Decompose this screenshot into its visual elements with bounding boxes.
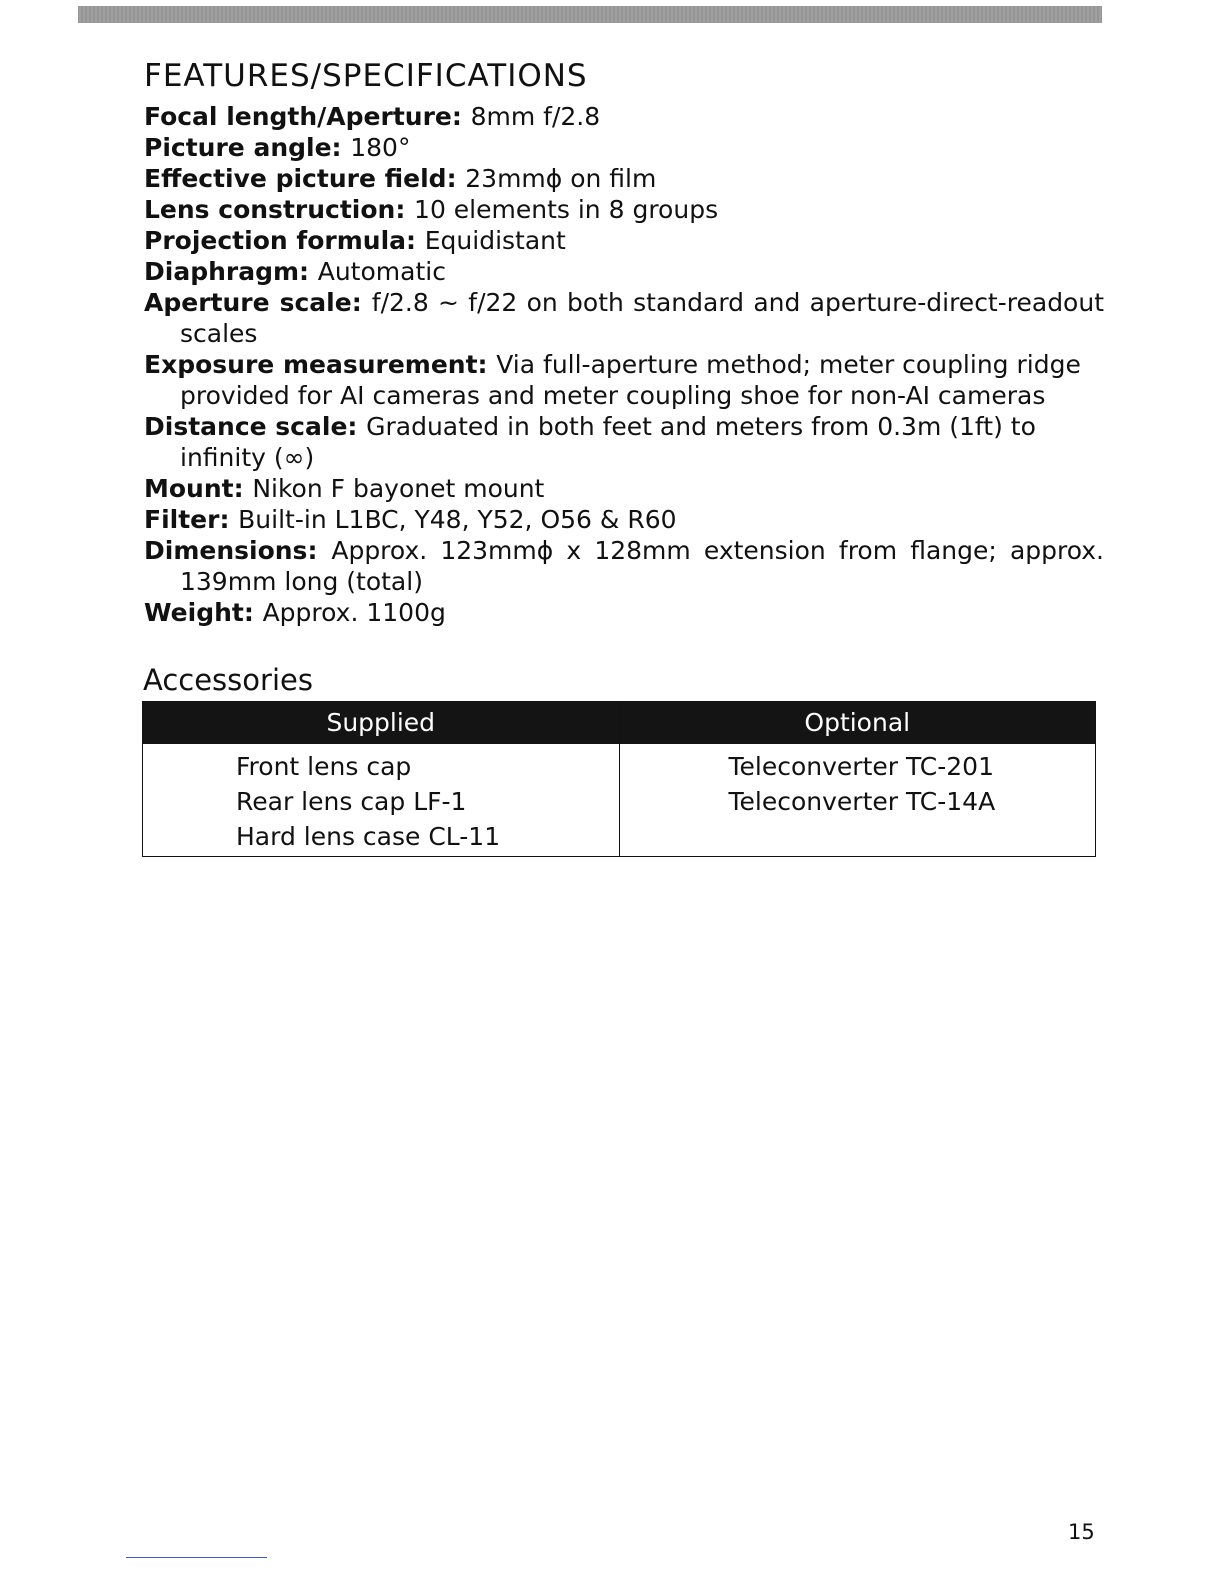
spec-label: Filter [144,505,220,534]
spec-distance-scale: Distance scale: Graduated in both feet and meters from 0.3m (1ft) to infinity (∞) [144,412,1036,472]
spec-value: Approx. 1100g [262,598,446,627]
list-item: Hard lens case CL-11 [236,822,501,851]
spec-label: Exposure measurement [144,350,478,379]
spec-mount: Mount: Nikon F bayonet mount [144,474,545,503]
spec-label: Diaphragm [144,257,300,286]
spec-label: Picture angle [144,133,332,162]
list-item: Teleconverter TC-14A [728,787,996,816]
spec-label: Distance scale [144,412,348,441]
spec-value: 8mm f/2.8 [470,102,601,131]
spec-list [144,101,1104,628]
spec-label: Aperture scale [144,288,352,317]
accessories-heading: Accessories [143,663,313,697]
spec-value: Approx. 123mmϕ x 128mm extension from flange; approx. 139mm long (total) [180,536,1105,596]
spec-exposure-measurement: Exposure measurement: Via full-aperture method; meter coupling ridge provided for AI cameras and meter coupling shoe for non-AI cameras [144,350,1081,410]
spec-value: Graduated in both feet and meters from 0.3m (1ft) to infinity (∞) [180,412,1036,472]
spec-lens-construction: Lens construction: 10 elements in 8 groups [144,195,719,224]
spec-label: Weight [144,598,244,627]
optional-header: Optional [620,702,1096,744]
spec-value: 23mmϕ on film [465,164,657,193]
spec-value: Equidistant [424,226,566,255]
spec-aperture-scale: Aperture scale: f/2.8 ~ f/22 on both standard and aperture-direct-readout scales [144,288,1104,348]
supplied-list [143,744,619,854]
spec-label: Focal length/Aperture [144,102,452,131]
spec-value: 10 elements in 8 groups [414,195,719,224]
spec-value: Nikon F bayonet mount [252,474,545,503]
spec-value: Via full-aperture method; meter coupling ridge provided for AI cameras and meter coupling shoe for non-AI cameras [180,350,1081,410]
spec-focal-length: Focal length/Aperture: 8mm f/2.8 [144,102,601,131]
optional-column [619,702,1096,856]
page-number: 15 [1068,1520,1095,1544]
spec-projection-formula: Projection formula: Equidistant [144,226,566,255]
spec-label: Projection formula [144,226,407,255]
spec-value: Built-in L1BC, Y48, Y52, O56 & R60 [238,505,677,534]
accessories-table [142,701,1096,857]
supplied-column [143,702,619,856]
spec-label: Mount [144,474,234,503]
top-decorative-bar [78,6,1102,23]
list-item: Teleconverter TC-201 [728,752,994,781]
spec-weight: Weight: Approx. 1100g [144,598,446,627]
spec-picture-field: Effective picture field: 23mmϕ on film [144,164,657,193]
spec-filter: Filter: Built-in L1BC, Y48, Y52, O56 & R60 [144,505,677,534]
list-item: Front lens cap [236,752,412,781]
supplied-header: Supplied [143,702,619,744]
spec-label: Effective picture field [144,164,447,193]
optional-list [620,744,1096,819]
spec-value: 180° [350,133,411,162]
spec-picture-angle: Picture angle: 180° [144,133,411,162]
spec-label: Lens construction [144,195,396,224]
spec-value: Automatic [317,257,446,286]
spec-value: f/2.8 ~ f/22 on both standard and aperture-direct-readout scales [180,288,1104,348]
list-item: Rear lens cap LF-1 [236,787,467,816]
spec-dimensions: Dimensions: Approx. 123mmϕ x 128mm extension from flange; approx. 139mm long (total) [144,536,1105,596]
page-heading: FEATURES/SPECIFICATIONS [144,58,588,94]
spec-label: Dimensions [144,536,308,565]
footer-rule [126,1557,267,1558]
spec-diaphragm: Diaphragm: Automatic [144,257,446,286]
